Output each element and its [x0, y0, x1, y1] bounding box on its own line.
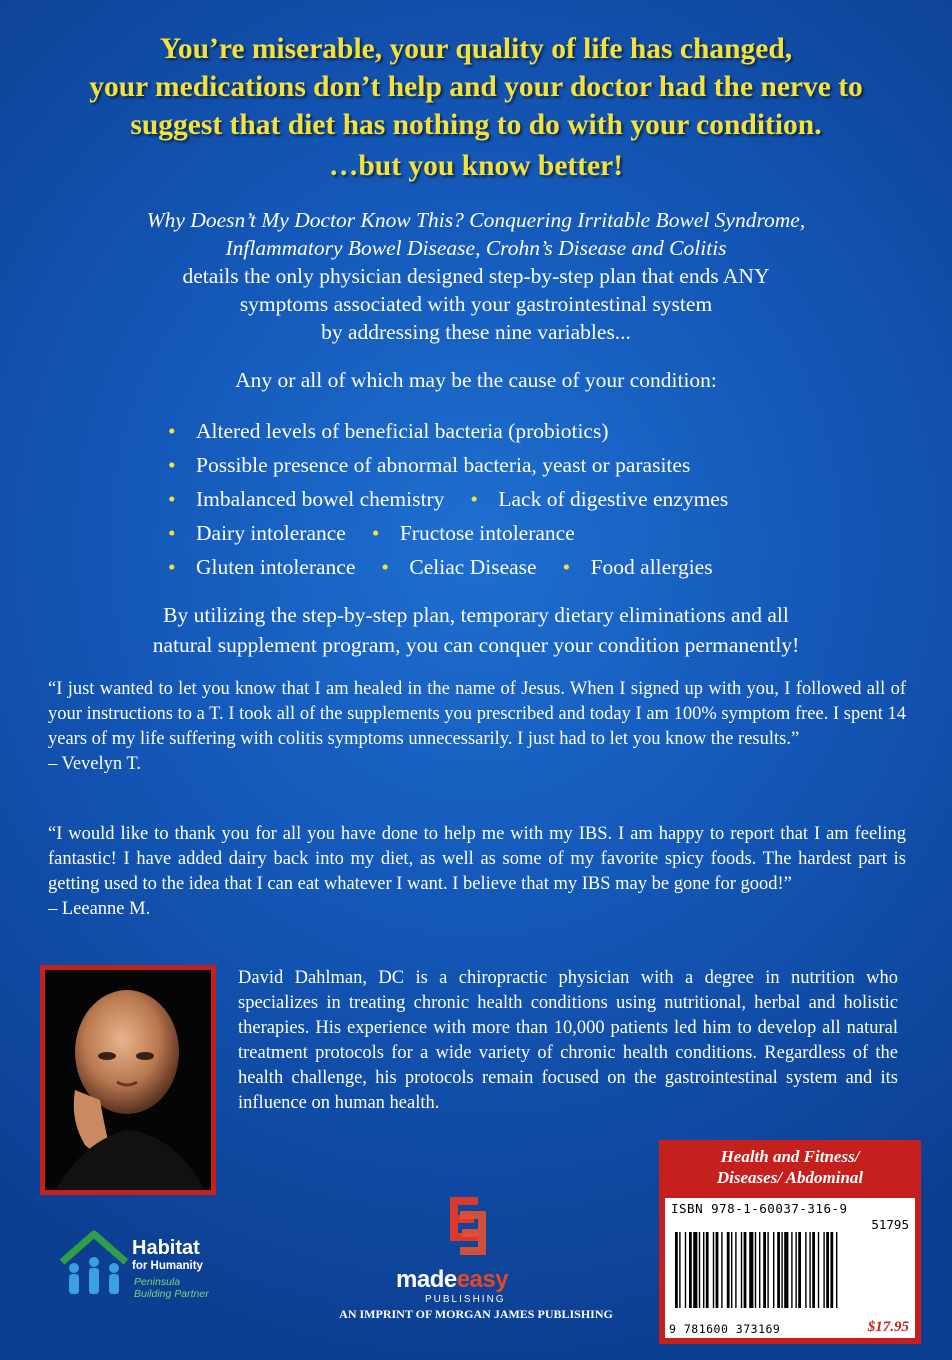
variables-list [168, 414, 888, 584]
publisher-name-part: easy [456, 1266, 509, 1293]
list-item [168, 448, 888, 482]
conclusion [40, 600, 912, 660]
variable-text: Fructose intolerance [399, 521, 575, 545]
variable-text: Lack of digestive enzymes [498, 487, 729, 511]
author-portrait-icon [45, 970, 211, 1190]
variable-text: Altered levels of beneficial bacteria (probiotics) [196, 419, 609, 443]
publisher-sub: PUBLISHING [425, 1294, 506, 1305]
intro-line: symptoms associated with your gastrointestinal system [239, 292, 713, 316]
bullet-icon: • [168, 453, 176, 477]
causes-intro: Any or all of which may be the cause of your condition: [235, 368, 717, 392]
testimonial [48, 822, 906, 922]
bullet-icon: • [168, 521, 176, 545]
habitat-partner-line: Peninsula [134, 1276, 181, 1288]
imprint-line: AN IMPRINT OF MORGAN JAMES PUBLISHING [339, 1307, 613, 1321]
price-code: 51795 [871, 1217, 909, 1232]
variable-text: Dairy intolerance [196, 521, 346, 545]
category-line: Health and Fitness/ [720, 1147, 860, 1166]
headline [30, 30, 922, 144]
variable-text: Celiac Disease [409, 555, 537, 579]
testimonial [48, 677, 906, 777]
bullet-icon: • [168, 419, 176, 443]
author-photo [40, 965, 216, 1195]
intro-line: by addressing these nine variables... [321, 320, 631, 344]
publisher-name-part: made [396, 1266, 457, 1293]
habitat-name: Habitat [132, 1237, 200, 1259]
testimonial-text: “I just wanted to let you know that I am healed in the name of Jesus. When I signed up with you, I followed all of your instructions to a T. I took all of the supplements you prescribed and today I am 100% symptom free. I spent 14 years of my life suffering with colitis symptoms unnecessarily. I just had to let you know the results.” [48, 679, 906, 749]
headline-line: You’re miserable, your quality of life has changed, [159, 33, 793, 65]
bullet-icon: • [470, 487, 478, 511]
headline-line: your medications don’t help and your doctor had the nerve to [89, 71, 863, 103]
bullet-icon: • [371, 521, 380, 545]
intro-line: details the only physician designed step-by-step plan that ends ANY [182, 264, 770, 288]
list-item [168, 516, 888, 550]
bullet-icon: • [168, 487, 176, 511]
list-item [168, 550, 888, 584]
variable-text: Imbalanced bowel chemistry [196, 487, 445, 511]
list-item [168, 414, 888, 448]
habitat-partner [134, 1276, 209, 1300]
publisher-logo [330, 1195, 622, 1325]
bullet-icon: • [381, 555, 389, 579]
habitat-house-icon [58, 1228, 130, 1300]
variable-text: Possible presence of abnormal bacteria, yeast or parasites [196, 453, 691, 477]
publisher-mark-icon [448, 1195, 488, 1257]
testimonial-author: – Vevelyn T. [48, 754, 142, 774]
isbn-label: ISBN 978-1-60037-316-9 [671, 1201, 848, 1216]
conclusion-line: natural supplement program, you can conquer your condition permanently! [152, 633, 800, 657]
category-box [659, 1140, 921, 1200]
book-title-line: Inflammatory Bowel Disease, Crohn’s Disease and Colitis [225, 236, 727, 260]
variable-text: Food allergies [590, 555, 713, 579]
conclusion-line: By utilizing the step-by-step plan, temporary dietary eliminations and all [163, 603, 789, 627]
habitat-partner-line: Building Partner [134, 1288, 209, 1300]
publisher-name [396, 1266, 508, 1294]
barcode-panel [665, 1198, 915, 1338]
book-intro [40, 206, 912, 346]
bullet-icon: • [168, 555, 176, 579]
barcode-icon [673, 1232, 909, 1308]
habitat-logo [58, 1226, 238, 1316]
testimonial-text: “I would like to thank you for all you have done to help me with my IBS. I am happy to report that I am feeling fantastic! I have added dairy back into my diet, as well as some of my favorite spicy foods. The hardest part is getting used to the idea that I can eat whatever I want. I believe that my IBS may be gone for good!” [48, 824, 906, 894]
barcode-digits: 9 781600 373169 [669, 1322, 781, 1336]
bullet-icon: • [562, 555, 571, 579]
price: $17.95 [867, 1319, 909, 1335]
tagline: …but you know better! [328, 150, 624, 182]
testimonial-author: – Leeanne M. [48, 899, 151, 919]
habitat-name-sub: for Humanity [132, 1260, 203, 1272]
headline-line: suggest that diet has nothing to do with your condition. [130, 109, 822, 141]
list-item [168, 482, 888, 516]
category-line: Diseases/ Abdominal [716, 1168, 864, 1187]
variable-text: Gluten intolerance [196, 555, 356, 579]
book-title-line: Why Doesn’t My Doctor Know This? Conquering Irritable Bowel Syndrome, [146, 208, 806, 232]
author-bio: David Dahlman, DC is a chiropractic physician with a degree in nutrition who specializes in treating chronic health conditions using nutritional, herbal and holistic therapies. His experience with more than 10,000 patients led him to develop all natural treatment protocols for a wide variety of chronic health conditions. Regardless of the health challenge, his protocols remain focused on the gastrointestinal system and its influence on human health. [238, 968, 898, 1113]
isbn-box [659, 1194, 921, 1344]
